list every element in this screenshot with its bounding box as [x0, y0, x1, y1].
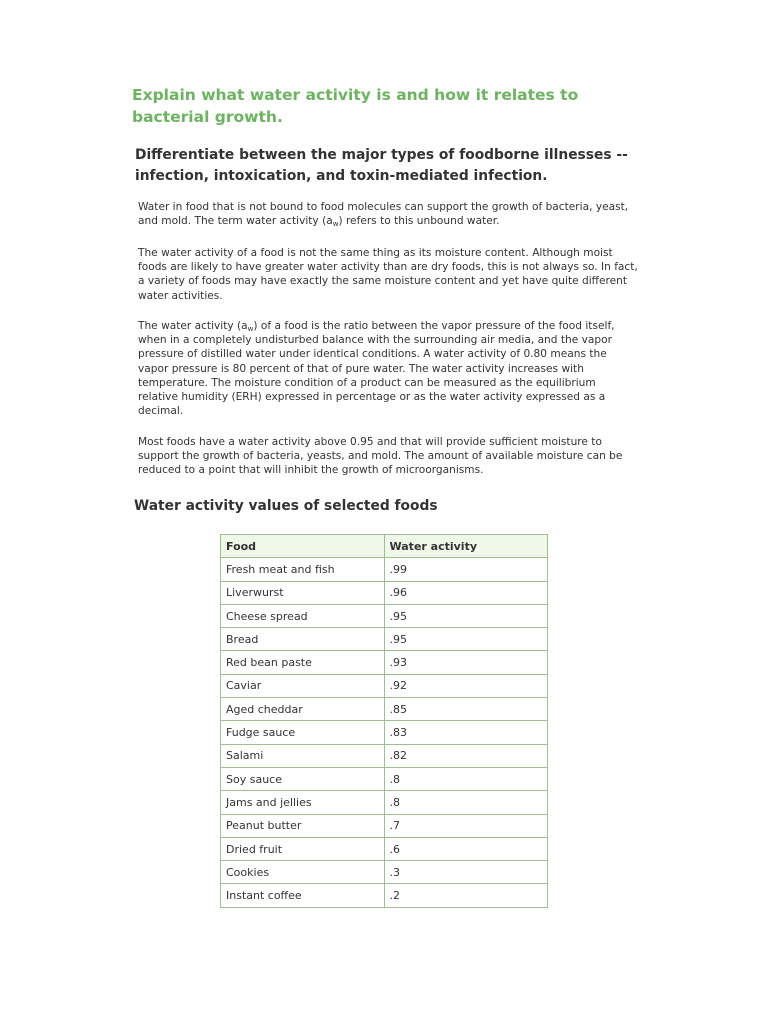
food-cell: Instant coffee: [221, 884, 385, 907]
paragraph-unbound-water: [138, 200, 638, 228]
table-row: [221, 814, 548, 837]
table-row: [221, 744, 548, 767]
food-cell: Salami: [221, 744, 385, 767]
water-activity-cell: .93: [384, 651, 547, 674]
water-activity-cell: .95: [384, 604, 547, 627]
food-cell: Liverwurst: [221, 581, 385, 604]
water-activity-cell: .83: [384, 721, 547, 744]
water-activity-cell: .6: [384, 837, 547, 860]
water-activity-cell: .2: [384, 884, 547, 907]
paragraph-moisture-content: The water activity of a food is not the same thing as its moisture content. Although moist foods are likely to have greater water activity than are dry foods, this is not always so. In fact, a variety of foods may have exactly the same moisture content and yet have quite different water activities.: [138, 247, 638, 302]
table-row: [221, 698, 548, 721]
food-cell: Cheese spread: [221, 604, 385, 627]
water-activity-cell: .96: [384, 581, 547, 604]
paragraph-text: ) of a food is the ratio between the vapor pressure of the food itself, when in a completely undisturbed balance with the surrounding air media, and the vapor pressure of distilled water under identical conditions. A water activity of 0.80 means the vapor pressure is 80 percent of that of pure water. The water activity increases with temperature. The moisture condition of a product can be measured as the equilibrium relative humidity (ERH) expressed in percentage or as the water activity expressed as a decimal.: [138, 320, 615, 418]
table-row: [221, 558, 548, 581]
table-row: [221, 674, 548, 697]
paragraph-most-foods: Most foods have a water activity above 0.95 and that will provide sufficient moisture to support the growth of bacteria, yeasts, and mold. The amount of available moisture can be reduced to a point that will inhibit the growth of microorganisms.: [138, 436, 623, 477]
food-cell: Dried fruit: [221, 837, 385, 860]
table-row: [221, 767, 548, 790]
food-cell: Peanut butter: [221, 814, 385, 837]
food-cell: Fudge sauce: [221, 721, 385, 744]
water-activity-cell: .92: [384, 674, 547, 697]
table-header-row: [221, 535, 548, 558]
food-cell: Red bean paste: [221, 651, 385, 674]
table-row: [221, 861, 548, 884]
table-row: [221, 721, 548, 744]
page-subtitle: Differentiate between the major types of foodborne illnesses -- infection, intoxication, and toxin-mediated infection.: [135, 147, 628, 184]
water-activity-table: [220, 534, 548, 908]
column-header-food: Food: [221, 535, 385, 558]
food-cell: Fresh meat and fish: [221, 558, 385, 581]
water-activity-cell: .8: [384, 791, 547, 814]
paragraph-vapor-pressure: [138, 319, 638, 418]
food-cell: Soy sauce: [221, 767, 385, 790]
page-title: Explain what water activity is and how it relates to bacterial growth.: [132, 86, 579, 126]
table-row: [221, 604, 548, 627]
paragraph-text: ) refers to this unbound water.: [338, 215, 500, 228]
table-row: [221, 837, 548, 860]
water-activity-cell: .3: [384, 861, 547, 884]
table-body: [221, 558, 548, 907]
column-header-water-activity: Water activity: [384, 535, 547, 558]
subscript-w: w: [332, 220, 339, 229]
water-activity-cell: .95: [384, 628, 547, 651]
water-activity-cell: .7: [384, 814, 547, 837]
food-cell: Cookies: [221, 861, 385, 884]
food-cell: Bread: [221, 628, 385, 651]
water-activity-cell: .99: [384, 558, 547, 581]
food-cell: Aged cheddar: [221, 698, 385, 721]
table-row: [221, 628, 548, 651]
table-row: [221, 884, 548, 907]
food-cell: Caviar: [221, 674, 385, 697]
water-activity-cell: .85: [384, 698, 547, 721]
table-heading: Water activity values of selected foods: [134, 498, 438, 514]
food-cell: Jams and jellies: [221, 791, 385, 814]
paragraph-text: The water activity (a: [138, 320, 248, 332]
table-row: [221, 581, 548, 604]
table-row: [221, 651, 548, 674]
table-row: [221, 791, 548, 814]
water-activity-cell: .82: [384, 744, 547, 767]
subscript-w: w: [247, 325, 254, 333]
paragraph-text: Water in food that is not bound to food molecules can support the growth of bacteria, yeast, and mold. The term water activity (a: [138, 201, 629, 228]
water-activity-cell: .8: [384, 767, 547, 790]
